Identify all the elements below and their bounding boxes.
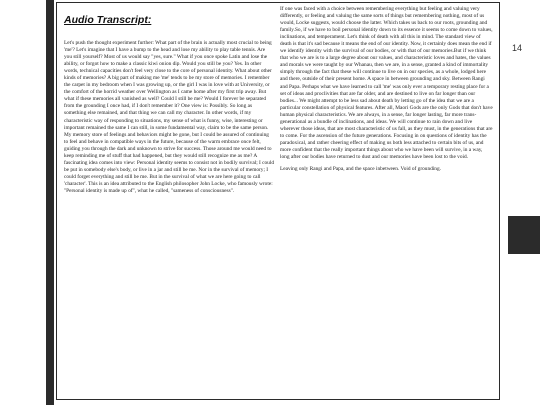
left-text-column (64, 40, 274, 195)
right-closing-paragraph: Leaving only Rangi and Papa, and the space inbetween. Void of grounding. (280, 166, 441, 173)
page-number: 14 (512, 43, 523, 53)
right-paragraph: If one was faced with a choice between remembering everything but feeling and valuing very differently, or feeling and valuing the same sorts of things but remembering nothing, most of us would, Locke suggests, would choose the latter. Which takes us back to our roots, grounding and family.So, if we have to boil personal identity down to its essence it seems to come down to values, inclinations, and temperament. Let's think of death with all this in mind. The standard view of death is that it's sad because it means the end of our identity. Now, it certainly does mean the end if we identify identity with the survival of our bodies, or with that of our memories.But if we think that who we are is to a large degree about our values, and characteristic loves and hates, the values and morals we were taught by our Whanau, then we are, in a sense, granted a kind of immortality simply through the fact that these will continue to live on in our species, as a whole, lodged here and there, outside of their present home. A space in between grounding and sky. Between Rangi and Papa. Perhaps what we have learned to call 'me' was only ever a temporary resting place for a set of ideas and proclivities that are far older, and are destined to live on far longer than our bodies... We might attempt to be less sad about death by letting go of the idea that we are a particular constellation of physical features. After all, Maori Gods are the only Gods that don't have human physical characteristics. We are always, in a sense, far longer lasting, far more trans-generational as a bundle of inclinations, and ideas. We will continue to rain down and live wherever those ideas, that are most characteristic of us fall, as they must, in the generations that are to come. For the ascension of the future generations. Focusing in on questions of identity has the paradoxical, and rather cheering effect of making us both less attached to certain bits of us, and more confident that the really important things about who we have been will survive, in a way, long after our bodies have returned to dust and our memories have been lost to the void. (280, 6, 493, 160)
left-paragraph: Let's push the thought experiment further: What part of the brain is actually most crucial to being 'me'? Let's imagine that I have a bump to the head and lose my ability to play table tennis. Are you still yourself? Most of us would say "yes, sure." What if you once spoke Latin and lose the ability, or forgot how to make a classic kiwi onion dip. Would you still be you? Yes. In other words, technical capacities don't feel very close to the core of personal identity. What about other kinds of memories? A big part of making me 'me' tends to be my store of memories. I remember the carpet in my bedroom when I was growing up, or the girl I was in love with at University, or the comfort of the horrid weather over Wellington as I came home after my first trip away. But what if these memories all vanished as well? Could I still be me? Would I forever be separated from the grounding I once had, if I don't remember it? One view is: Possibly. So long as something else remained, and that thing we can call my character. In other words, if my characteristic way of responding to situations, my sense of what is funny, wise, interesting or important remained the same I can still, in some fundamental way, claim to be the same person. My memory store of feelings and behaviors might be gone, but I could be assured of continuing to feel and behave in compatible ways in the future, because of the warm embrace once felt, guiding you through the dark and unknown to strive for success. Those around me would need to keep reminding me of stuff that had happened, but they would still recognize me as me? A fascinating idea comes into view: Personal identity seems to consist not in bodily survival; I could be put in somebody else's body, or live in a jar and still be me. Nor in the survival of memory; I could forget everything and still be me. But in the survival of what we are here going to call 'character'. This is an idea attributed to the English philosopher John Locke, who famously wrote: "Personal identity is made up of", what he called, "sameness of consciousness". (64, 40, 275, 194)
left-decorative-bar (46, 0, 54, 405)
page-title: Audio Transcript: (64, 14, 152, 26)
right-decorative-block (508, 216, 540, 254)
right-text-column (280, 6, 493, 173)
